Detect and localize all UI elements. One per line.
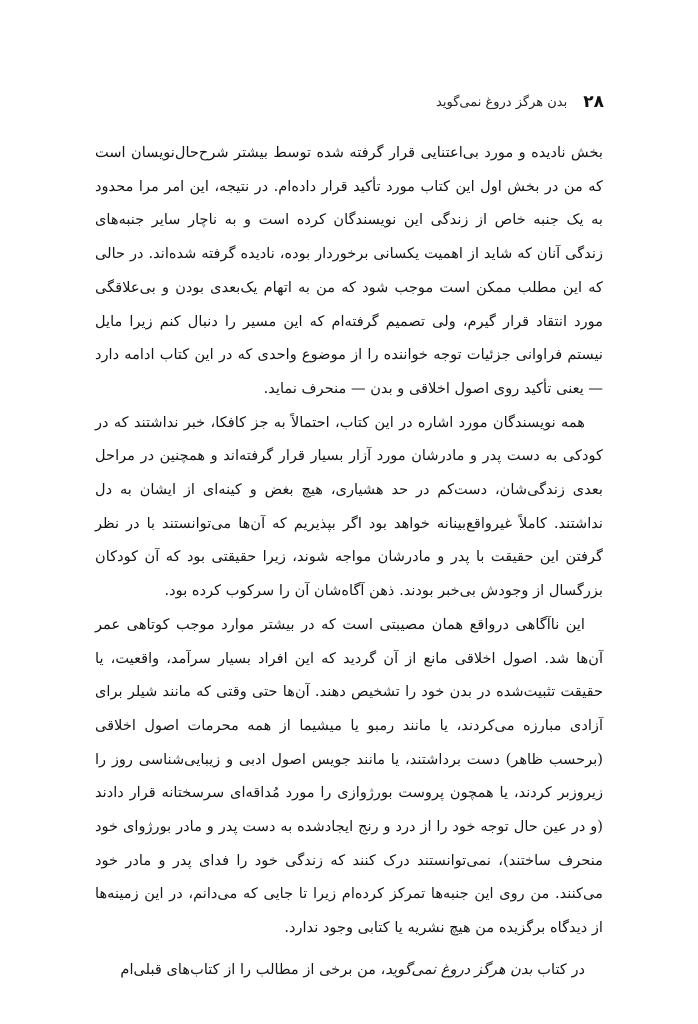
body-text — [95, 136, 603, 987]
paragraph-3: این ناآگاهی درواقع همان مصیبتی است که در بیشتر موارد موجب کوتاهی عمر آن‌ها شد. اصول اخلاقی مانع از آن گردید که این افراد بسیار سرآمد، واقعیت، یا حقیقت تثبیت‌شده در بدن خود را تشخیص دهند. آن‌ها حتی وقتی که مانند شیلر برای آزادی مبارزه می‌کردند، یا مانند رمبو یا میشیما از همه محرمات اصول اخلاقی (برحسب ظاهر) دست برداشتند، یا مانند جویس اصول ادبی و زیبایی‌شناسی روز را زیروزبر کردند، یا همچون پروست بورژوازی را مورد مُداقه‌ای سرسختانه قرار دادند (و در عین حال توجه خود را از درد و رنج ایجادشده به دست پدر و مادر بورژوای خود منحرف ساختند)، نمی‌توانستند درک کنند که زندگی خود را فدای پدر و مادر خود می‌کنند. من روی این جنبه‌ها تمرکز کرده‌ام زیرا تا جایی که می‌دانم، در این زمینه‌ها از دیدگاه برگزیده من هیچ نشریه یا کتابی وجود ندارد. — [95, 615, 603, 937]
paragraph-4-end: ، من برخی از مطالب را از کتاب‌های قبلی‌ام — [120, 960, 386, 978]
paragraph-4-start: در کتاب — [532, 960, 585, 978]
running-title: بدن هرگز دروغ نمی‌گوید — [436, 94, 568, 110]
book-title-italic: بدن هرگز دروغ نمی‌گوید — [385, 960, 533, 978]
paragraph-2: همه نویسندگان مورد اشاره در این کتاب، احتمالاً به جز کافکا، خبر نداشتند که در کودکی به دست پدر و مادرشان مورد آزار بسیار قرار گرفته‌اند و همچنین در مراحل بعدی زندگی‌شان، دست‌کم در حد هشیاری، هیچ بغض و کینه‌ای از ایشان به دل نداشتند. کاملاً غیرواقع‌بینانه خواهد بود اگر بپذیریم که آن‌ها می‌توانستند با در نظر گرفتن این حقیقت با پدر و مادرشان مواجه شوند، زیرا حقیقتی بود که آن کودکان بزرگسال از وجودش بی‌خبر بودند. ذهن آگاه‌شان آن را سرکوب کرده بود. — [95, 413, 603, 600]
paragraph-1: بخش نادیده و مورد بی‌اعتنایی قرار گرفته شده توسط بیشتر شرح‌حال‌نویسان است که من در بخش اول این کتاب مورد تأکید قرار داده‌ام. در نتیجه، این امر مرا محدود به یک جنبه خاص از زندگی این نویسندگان کرده است و به ناچار سایر جنبه‌های زندگی آنان که شاید از اهمیت یکسانی برخوردار بوده، نادیده گرفته شده‌اند. در حالی که این مطلب ممکن است موجب شود که من به اتهام یک‌بعدی بودن و بی‌علاقگی مورد انتقاد قرار گیرم، ولی تصمیم گرفته‌ام که این مسیر را دنبال کنم زیرا مایل نیستم فراوانی جزئیات توجه خواننده را از موضوع واحدی که در این کتاب ادامه دارد — یعنی تأکید روی اصول اخلاقی و بدن — منحرف نماید. — [95, 144, 603, 397]
paragraph-4 — [95, 953, 603, 987]
page-number: ۲۸ — [583, 92, 604, 112]
page-header — [94, 86, 604, 118]
